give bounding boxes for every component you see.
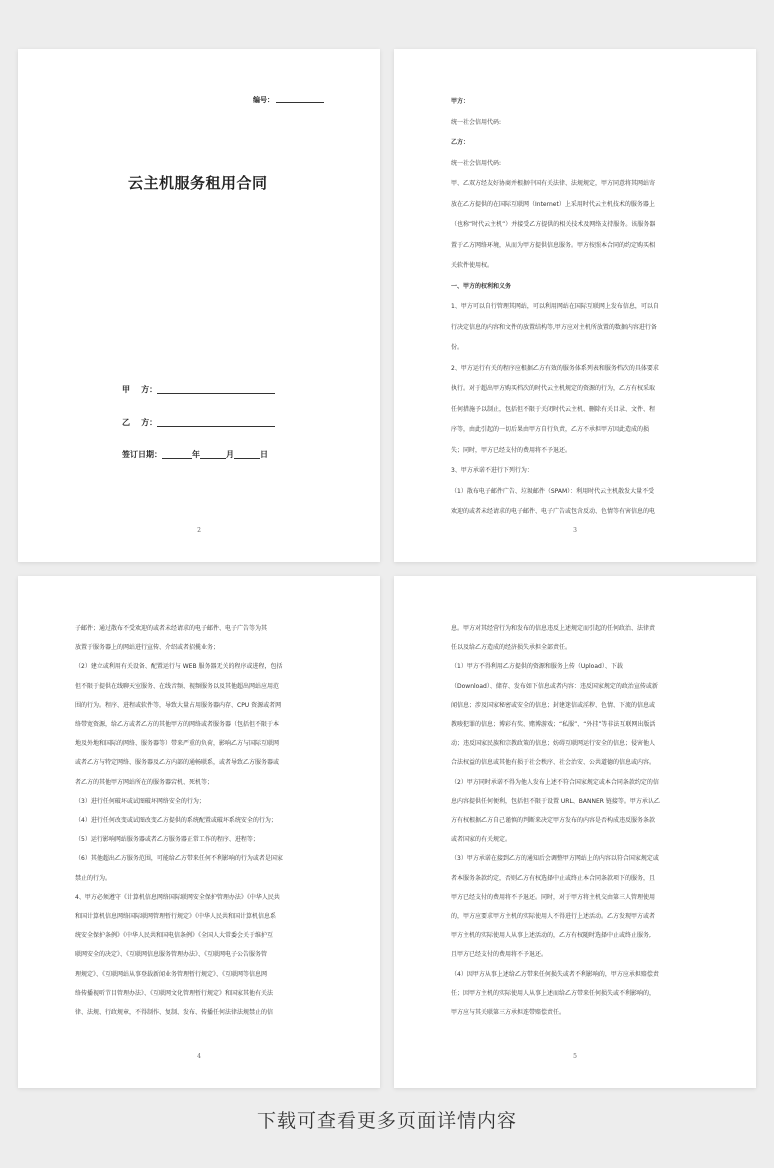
text-line: 任；因甲方主机的实际使用人从事上述而给乙方带来任何损失或不利影响的，: [451, 989, 656, 997]
text-line: 围的行为。程序、进程或软件等，导致大量占用服务器内存、CPU 资源或者网: [75, 701, 282, 709]
text-line: 理规定》、《互联网站从事登载新闻业务管理暂行规定》、《互联网等信息网: [75, 970, 268, 978]
text-line: 或者国家的有关规定。: [451, 836, 512, 844]
text-line: 甲、乙双方经友好协商并根据中国有关法律、法规规定，甲方同意将其网站寄: [451, 180, 656, 187]
text-line: 息内容提供任何便利，包括但不限于设置 URL、BANNER 链接等。甲方承认乙: [451, 797, 660, 805]
contract-number-label: 编号：: [253, 96, 274, 104]
text-line: 统一社会信用代码:: [451, 159, 502, 167]
text-line: 份。: [451, 344, 464, 351]
page-number: 3: [573, 527, 577, 534]
contract-page-3: [394, 49, 756, 562]
text-line: 联网安全的决定》、《互联网信息服务管理办法》、《互联网电子公告服务管: [75, 951, 268, 959]
text-line: （3）甲方承诺在接到乙方的通知后会调整甲方网站上的内容以符合国家规定或: [451, 855, 659, 863]
text-line: 放置于服务器上的网站进行宣传、介绍或者招揽业务；: [75, 644, 220, 652]
day-blank: [234, 458, 260, 459]
text-line: 络传播视听节目管理办法》、《互联网文化管理暂行规定》和国家其他有关法: [75, 989, 274, 997]
contract-number-field: [253, 95, 324, 105]
page-body: [451, 92, 702, 523]
page-number: 4: [197, 1053, 201, 1060]
text-line: 地及外地和国际的网络、服务器等）带来严重的负荷，影响乙方与国际互联网: [75, 740, 280, 748]
year-label: 年: [192, 450, 200, 459]
text-line: 甲方：: [451, 98, 470, 105]
party-b-field: [122, 417, 275, 428]
contract-title: 云主机服务租用合同: [128, 174, 268, 192]
text-line: （4）进行任何改变或试图改变乙方提供的系统配置或破坏系统安全的行为；: [75, 817, 277, 825]
sign-date-field: [122, 449, 268, 460]
contract-number-blank: [276, 102, 324, 103]
text-line: 欢迎的或者未经请求的电子邮件、电子广告或包含反动、色情等有害信息的电: [451, 508, 656, 515]
text-line: （3）进行任何破坏或试图破坏网络安全的行为；: [75, 797, 205, 805]
text-line: 放在乙方提供的在国际互联网（Internet）上采用时代云主机技术的服务器上: [451, 200, 655, 208]
month-label: 月: [226, 450, 234, 459]
text-line: 甲方主机的实际使用人从事上述活动的，乙方有权随时选择中止或终止服务,: [451, 932, 651, 940]
text-line: 行决定信息的内容和文件的放置结构等,甲方应对主机所放置的数据内容进行备: [451, 323, 657, 331]
text-line: 络带宽资源，给乙方或者乙方的其他甲方的网络或者服务器（包括但不限于本: [75, 721, 280, 729]
contract-page-5: [394, 576, 756, 1088]
text-line: 且甲方已经支付的费用将不予退还。: [451, 951, 548, 959]
text-line: 乙方：: [451, 139, 470, 146]
text-line: （6）其他超出乙方服务范围，可能给乙方带来任何不利影响的行为或者是国家: [75, 855, 283, 863]
text-line: 方有权根据乙方自己谨慎的判断来决定甲方发布的内容是否构成违反服务条款: [451, 817, 656, 825]
text-line: （4）因甲方从事上述给乙方带来任何损失或者不利影响的，甲方应承担赔偿责: [451, 970, 659, 978]
year-blank: [162, 458, 192, 459]
text-line: 和国计算机信息网络国际联网管理暂行规定》《中华人民共和国计算机信息系: [75, 913, 277, 921]
text-line: （1）甲方不得利用乙方提供的资源和服务上传（Upload）、下载: [451, 663, 623, 671]
text-line: 2、甲方运行有关的程序应根据乙方有效的服务体系列表和服务档次的具体要求: [451, 364, 659, 372]
text-line: 者本服务条款约定，否则乙方有权选择中止或终止本合同条款项下的服务，且: [451, 874, 656, 882]
party-b-blank: [157, 426, 275, 427]
text-line: （也称“时代云主机”）并接受乙方提供的相关技术及网络支持服务。该服务器: [451, 221, 656, 228]
text-line: （Download）、储存、发布如下信息或者内容：违反国家规定的政治宣传或新: [451, 682, 658, 690]
party-a-field: [122, 384, 275, 395]
contract-page-cover: [18, 49, 380, 562]
text-line: 甲方应与其关联第三方承担连带赔偿责任。: [451, 1009, 566, 1017]
text-line: 或者乙方与特定网络、服务器及乙方内部的通畅联系，或者导致乙方服务器或: [75, 759, 280, 767]
month-blank: [200, 458, 226, 459]
text-line: 合法权益的信息或其他有损于社会秩序、社会治安、公共道德的信息或内容。: [451, 759, 656, 767]
text-line: 息。甲方对其经营行为和发布的信息违反上述规定而引起的任何政治、法律责: [451, 625, 656, 632]
text-line: 统安全保护条例》《中华人民共和国电信条例》《全国人大常委会关于维护互: [75, 932, 274, 940]
page-number: 5: [573, 1053, 577, 1060]
party-a-label: 甲 方：: [122, 385, 158, 394]
text-line: 但不限于提供在线聊天室服务、在线音频、视频服务以及其他超出网站应用范: [75, 682, 280, 690]
text-line: 序等，由此引起的一切后果由甲方自行负责，乙方不承担甲方因此造成的损: [451, 426, 650, 433]
sign-date-label: 签订日期：: [122, 450, 162, 459]
text-line: 统一社会信用代码:: [451, 118, 502, 126]
text-line: 子邮件；通过散布不受欢迎的或者未经请求的电子邮件、电子广告等为其: [75, 625, 268, 632]
party-a-blank: [157, 393, 275, 394]
page-body: [451, 619, 702, 1022]
text-line: 关软件使用权。: [451, 262, 494, 269]
text-line: 置于乙方网络环境，从而为甲方提供信息服务。甲方按照本合同的约定购买相: [451, 241, 656, 249]
text-line: （5）运行影响网站服务器或者乙方服务器正常工作的程序、进程等；: [75, 836, 259, 844]
text-line: 任以及给乙方造成的经济损失承担全部责任。: [451, 644, 572, 652]
text-line: 1、甲方可以自行管理其网站，可以利用网站在国际互联网上发布信息，可以自: [451, 303, 659, 310]
page-body: [75, 619, 326, 1022]
text-line: 闻信息；涉及国家秘密或安全的信息；封建迷信或淫秽、色情、下流的信息或: [451, 701, 656, 709]
text-line: 4、甲方必须遵守《计算机信息网络国际联网安全保护管理办法》《中华人民共: [75, 893, 280, 901]
page-number: 2: [197, 527, 201, 534]
day-label: 日: [260, 450, 268, 459]
text-line: 执行。对于超出甲方购买档次的时代云主机规定的资源的行为，乙方有权采取: [451, 385, 656, 392]
text-line: 禁止的行为。: [75, 874, 112, 882]
text-line: 动；违反国家民族和宗教政策的信息；妨碍互联网运行安全的信息；侵害他人: [451, 740, 656, 748]
text-line: 甲方已经支付的费用将不予退还。同时，对于甲方将主机交由第三人管理使用: [451, 893, 656, 901]
text-line: 一、甲方的权利和义务: [451, 282, 512, 290]
text-line: 失；同时，甲方已经支付的费用将不予退还。: [451, 446, 572, 454]
text-line: 教唆犯罪的信息；博彩有奖、赌博游戏；“私服”、“外挂”等非法互联网出版活: [451, 721, 656, 729]
text-line: （1）散布电子邮件广告、垃圾邮件（SPAM）：利用时代云主机散发大量不受: [451, 487, 655, 495]
text-line: （2）甲方同时承诺不得为他人发布上述不符合国家规定或本合同条款约定的信: [451, 778, 659, 786]
text-line: 3、甲方承诺不进行下列行为：: [451, 467, 533, 474]
contract-page-4: [18, 576, 380, 1088]
text-line: 任何措施予以制止，包括但不限于关闭时代云主机、删除有关目录、文件、程: [451, 405, 656, 413]
text-line: 者乙方的其他甲方网站所在的服务器宕机、死机等；: [75, 778, 214, 786]
download-caption: 下载可查看更多页面详情内容: [256, 1110, 517, 1132]
text-line: （2）建立或利用有关设备、配置运行与 WEB 服务器无关的程序或进程，包括: [75, 663, 283, 671]
party-b-label: 乙 方：: [122, 418, 158, 427]
text-line: 的，甲方应要求甲方主机的实际使用人不得进行上述活动。乙方发现甲方或者: [451, 913, 656, 921]
text-line: 律、法规、行政规章，不得制作、复制、发布、传播任何法律法规禁止的信: [75, 1009, 274, 1017]
